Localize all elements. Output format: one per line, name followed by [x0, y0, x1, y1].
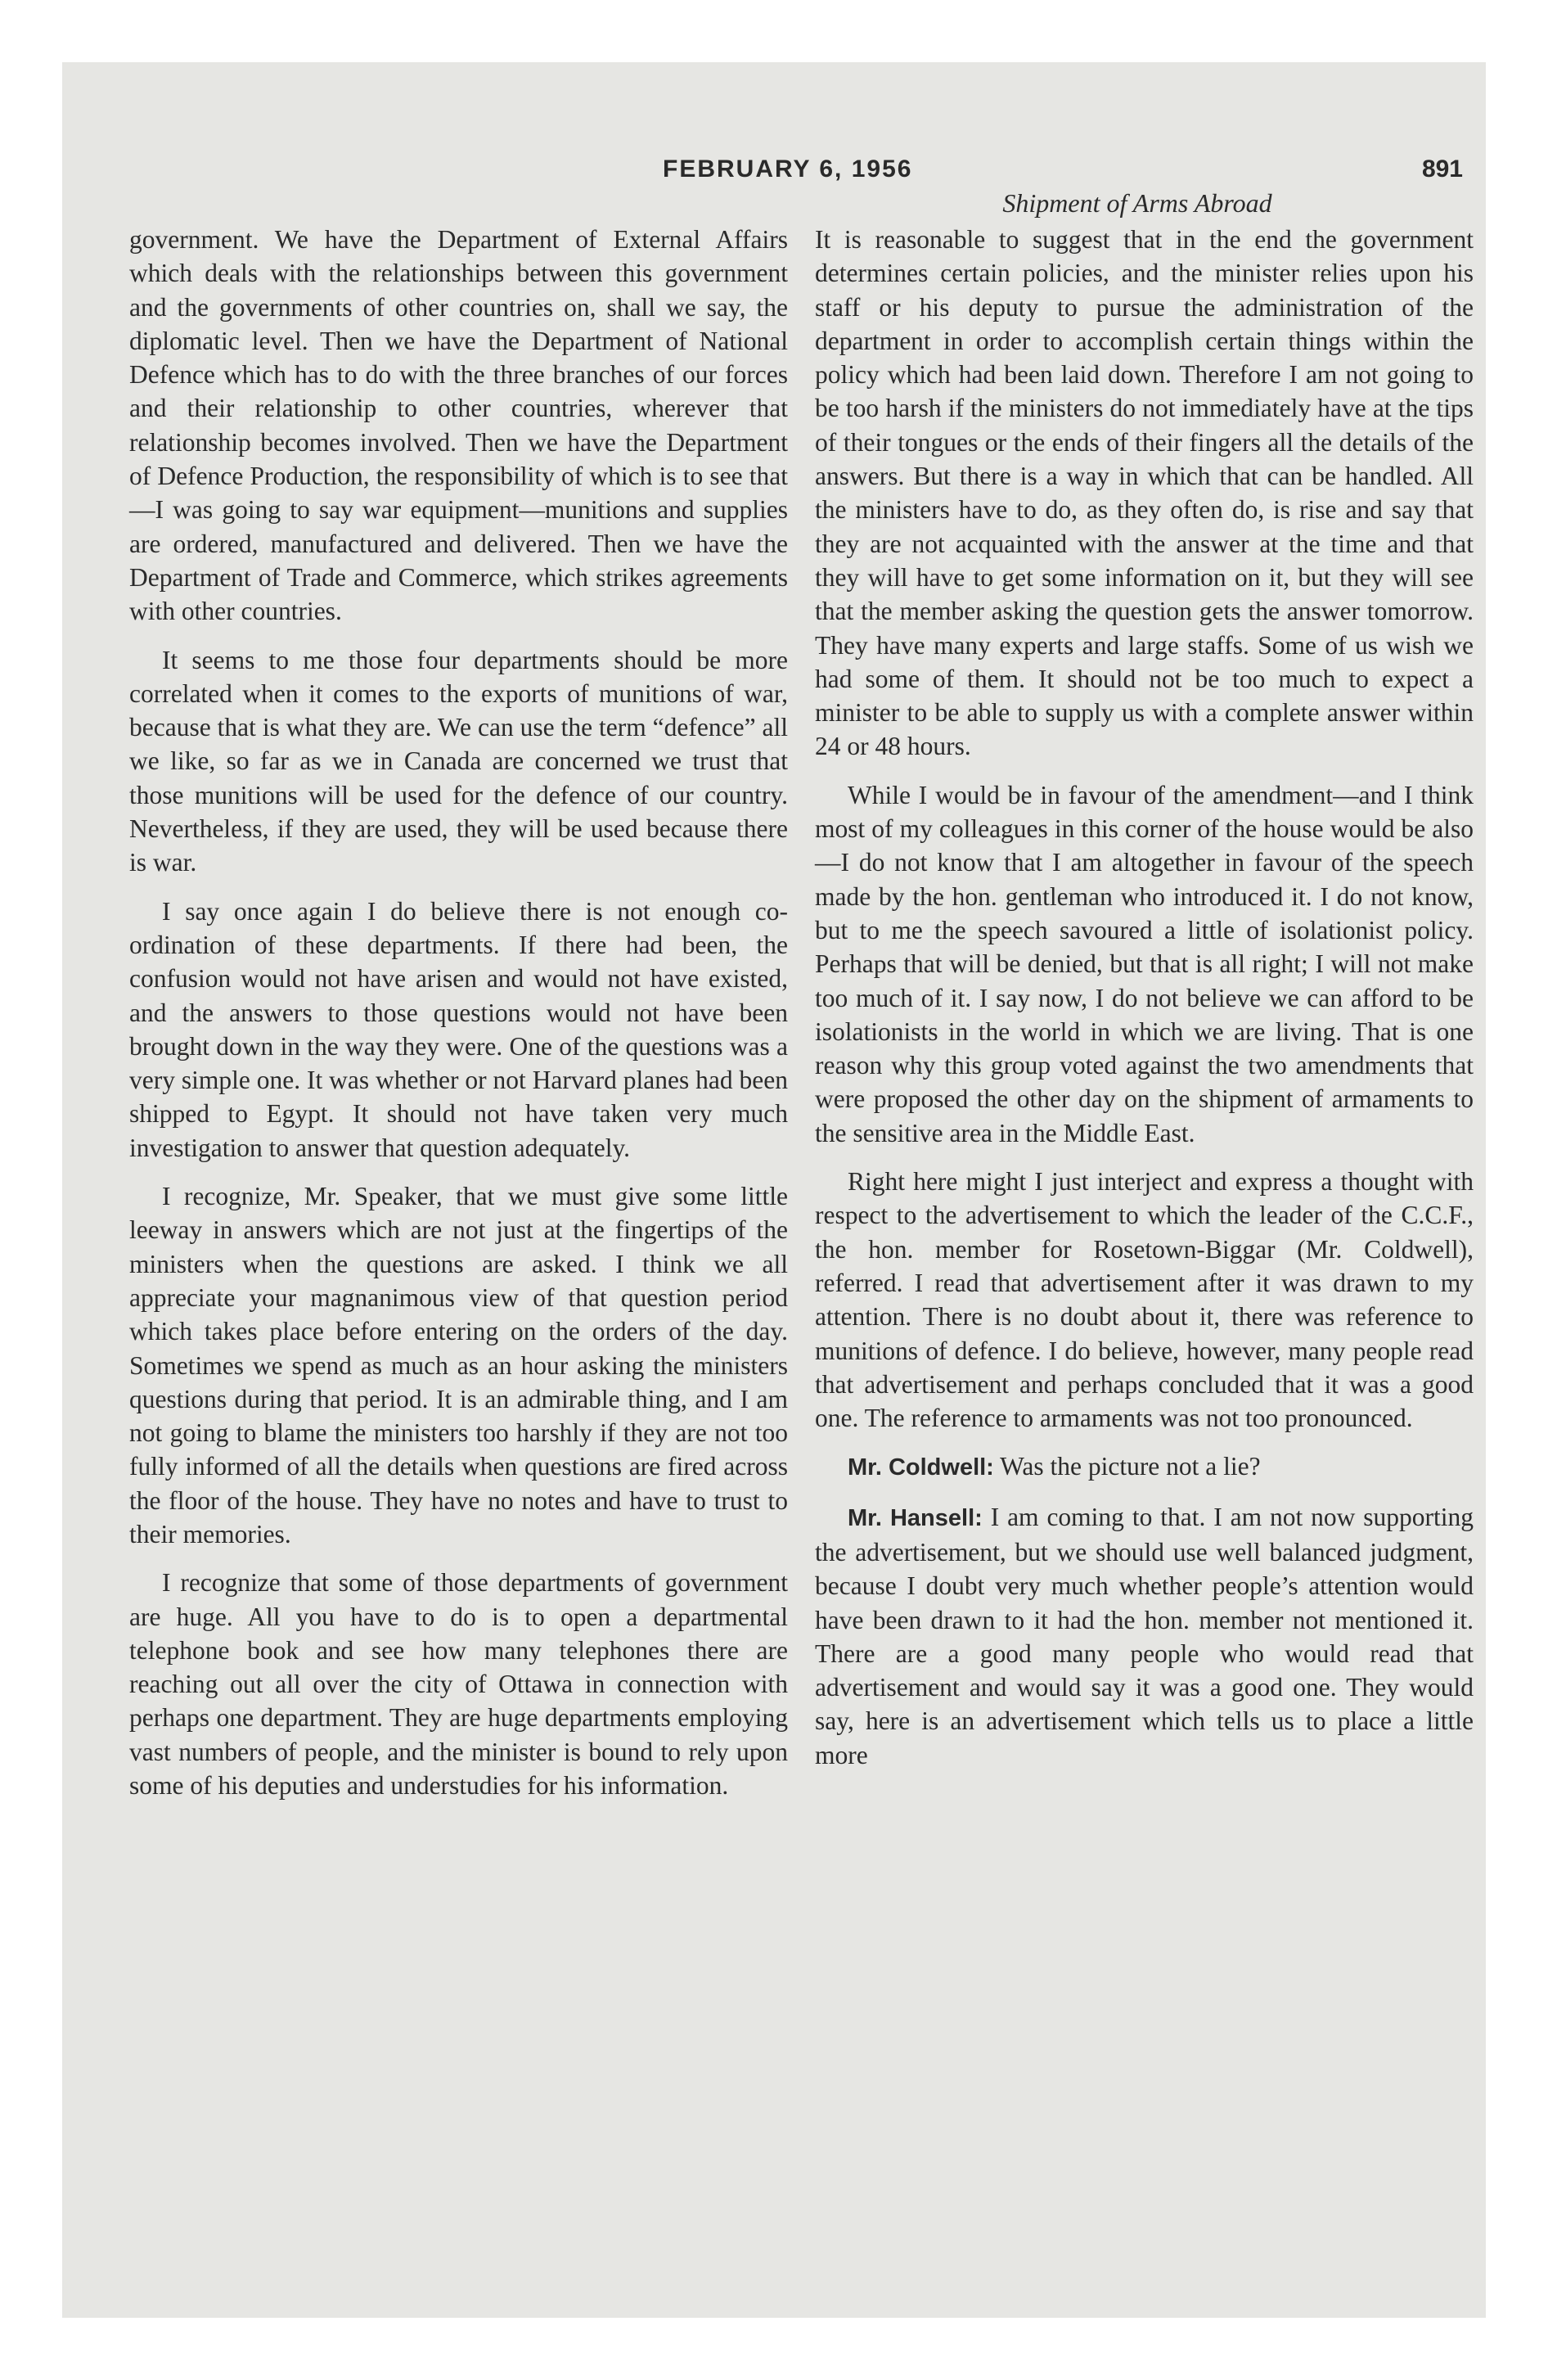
- paragraph: Right here might I just interject and express a thought with respect to the advertisement to which the leader of the C.C.F., the hon. member for Rosetown-Biggar (Mr. Coldwell), referred. I read that advertisement after it was drawn to my attention. There is no doubt about it, there was reference to munitions of defence. I do believe, however, many people read that advertisement and perhaps concluded that it was a good one. The reference to armaments was not too pronounced.: [815, 1167, 1474, 1433]
- right-column: [815, 223, 1474, 1787]
- page-subject: Shipment of Arms Abroad: [1002, 188, 1272, 218]
- speech-text: I am coming to that. I am not now supporting the advertisement, but we should use well balanced judgment, because I doubt very much whether people’s attention would have been drawn to it had the hon. member not mentioned it. There are a good many people who would read that advertisement and would say it was a good one. They would say, here is an advertisement which tells us to place a little more: [815, 1502, 1474, 1769]
- paragraph: It seems to me those four departments should be more correlated when it comes to the exports of munitions of war, because that is what they are. We can use the term “defence” all we like, so far as we in Canada are concerned we trust that those munitions will be used for the defence of our country. Nevertheless, if they are used, they will be used because there is war.: [129, 645, 788, 877]
- speech-text: Was the picture not a lie?: [1000, 1452, 1261, 1481]
- paragraph: I recognize, Mr. Speaker, that we must give some little leeway in answers which are not just at the fingertips of the ministers when the questions are asked. I think we all appreciate your magnanimous view of that question period which takes place before entering on the orders of the day. Sometimes we spend as much as an hour asking the ministers questions during that period. It is an admirable thing, and I am not going to blame the ministers too harshly if they are not too fully informed of all the details when questions are fired across the floor of the house. They have no notes and have to trust to their memories.: [129, 1182, 788, 1548]
- left-column: [129, 223, 788, 1817]
- paragraph: It is reasonable to suggest that in the end the government determines certain policies, and the minister relies upon his staff or his deputy to pursue the administration of the department in order to accomplish certain things within the policy which had been laid down. Therefore I am not going to be too harsh if the ministers do not immediately have at the tips of their tongues or the ends of their fingers all the details of the answers. But there is a way in which that can be handled. All the ministers have to do, as they often do, is rise and say that they are not acquainted with the answer at the time and that they will have to get some information on it, but they will see that the member asking the question gets the answer tomorrow. They have many experts and large staffs. Some of us wish we had some of them. It should not be too much to expect a minister to be able to supply us with a complete answer within 24 or 48 hours.: [815, 225, 1474, 761]
- speaker-name: Mr. Hansell:: [848, 1504, 983, 1531]
- page-number: 891: [1421, 156, 1463, 183]
- speaker-name: Mr. Coldwell:: [848, 1454, 994, 1481]
- paragraph: I recognize that some of those departments of government are huge. All you have to do is to open a departmental telephone book and see how many telephones there are reaching out all over the city of Ottawa in connection with perhaps one department. They are huge departments employing vast numbers of people, and the minister is bound to rely upon some of his deputies and understudies for his information.: [129, 1568, 788, 1801]
- paragraph: government. We have the Department of External Affairs which deals with the relationships between this government and the governments of other countries on, shall we say, the diplomatic level. Then we have the Department of National Defence which has to do with the three branches of our forces and their relationship to other countries, wherever that relationship becomes involved. Then we have the Department of Defence Production, the responsibility of which is to see that—I was going to say war equipment—munitions and supplies are ordered, manufactured and delivered. Then we have the Department of Trade and Commerce, which strikes agreements with other countries.: [129, 225, 788, 626]
- speech-paragraph: [815, 1500, 1474, 1772]
- page-header-date: FEBRUARY 6, 1956: [663, 156, 913, 183]
- speech-paragraph: [815, 1449, 1474, 1485]
- paragraph: I say once again I do believe there is not enough co-ordination of these departments. If there had been, the confusion would not have arisen and would not have existed, and the answers to those questions would not have been brought down in the way they were. One of the questions was a very simple one. It was whether or not Harvard planes had been shipped to Egypt. It should not have taken very much investigation to answer that question adequately.: [129, 896, 788, 1162]
- paragraph: While I would be in favour of the amendment—and I think most of my colleagues in this corner of the house would be also—I do not know that I am altogether in favour of the speech made by the hon. gentleman who introduced it. I do not know, but to me the speech savoured a little of isolationist policy. Perhaps that will be denied, but that is all right; I will not make too much of it. I say now, I do not believe we can afford to be isolationists in the world in which we are living. That is one reason why this group voted against the two amendments that were proposed the other day on the shipment of armaments to the sensitive area in the Middle East.: [815, 780, 1474, 1147]
